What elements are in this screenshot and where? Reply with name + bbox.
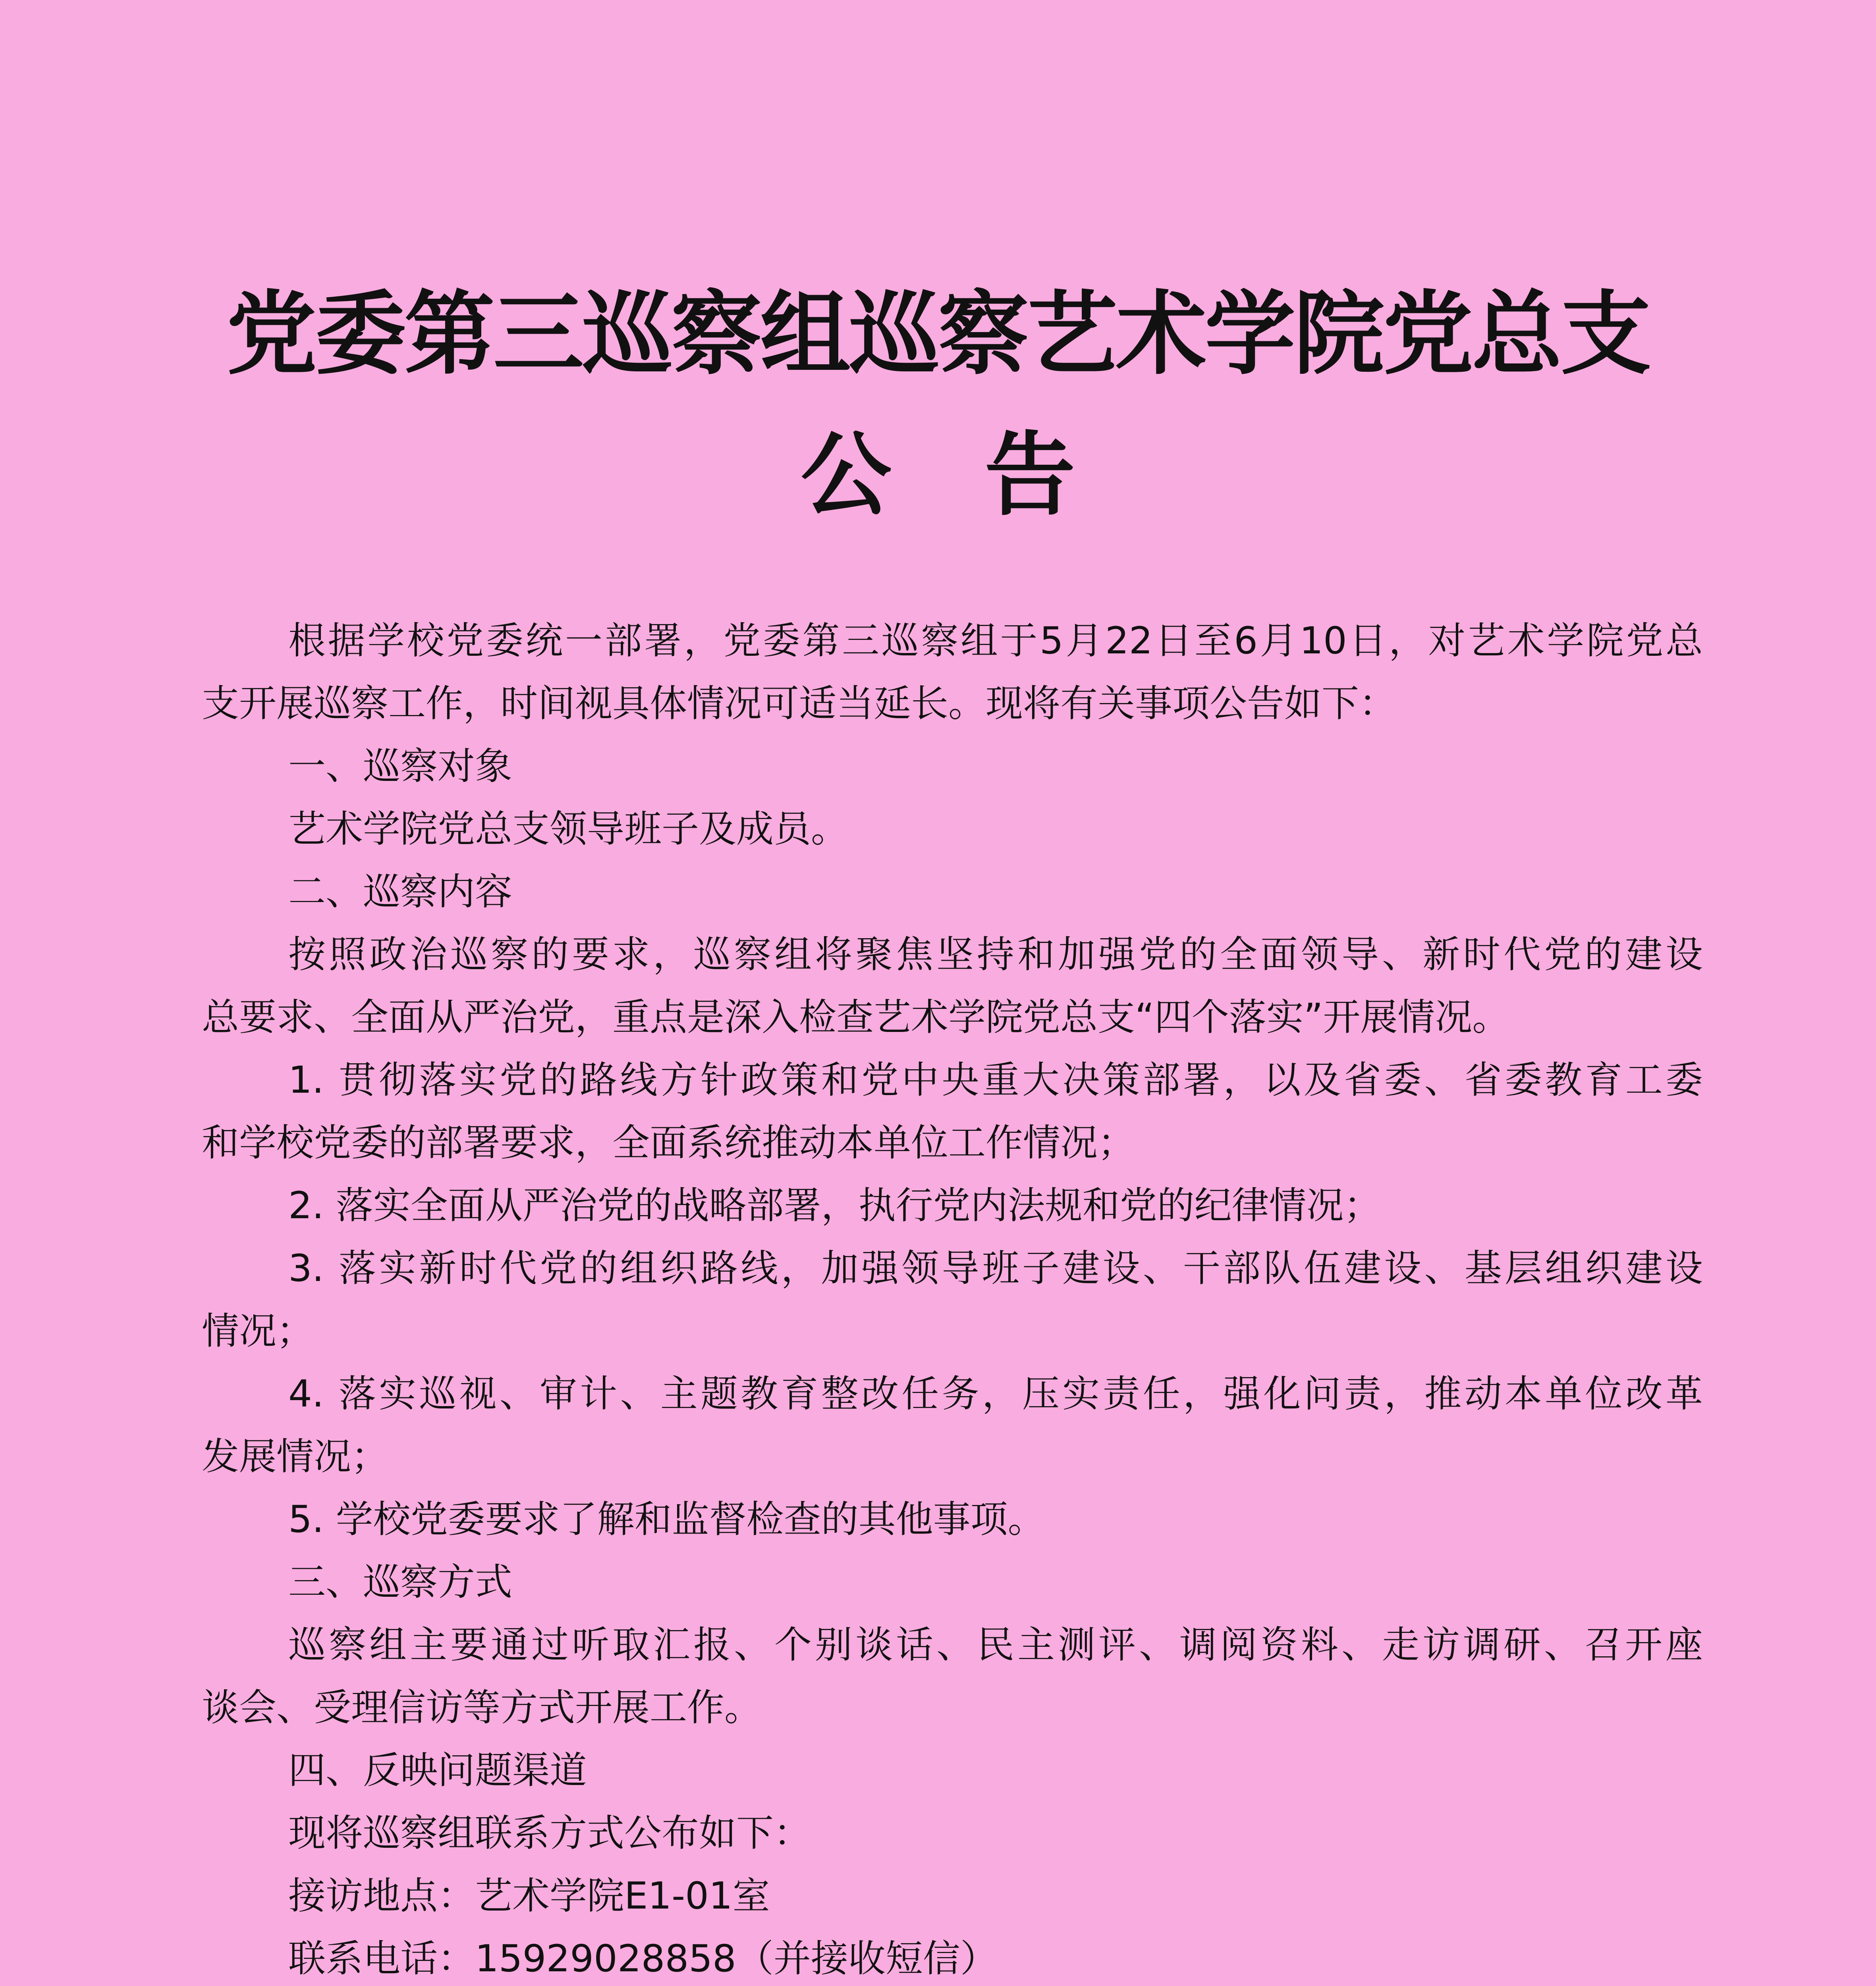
heading-inspection-target: 一、巡察对象	[288, 745, 513, 788]
heading-inspection-method: 三、巡察方式	[288, 1561, 513, 1604]
list-item-2: 2. 落实全面从严治党的战略部署，执行党内法规和党的纪律情况；	[288, 1184, 1381, 1227]
heading-report-channels: 四、反映问题渠道	[288, 1749, 587, 1792]
heading-inspection-content: 二、巡察内容	[288, 870, 513, 914]
title-char-gong: 公	[801, 421, 892, 528]
paragraph-method-line1: 巡察组主要通过听取汇报、个别谈话、民主测评、调阅资料、走访调研、召开座	[288, 1623, 1703, 1667]
title-line-1: 党委第三巡察组巡察艺术学院党总支	[226, 280, 1650, 387]
title-line-2	[0, 415, 1876, 534]
list-item-3-line1: 3. 落实新时代党的组织路线，加强领导班子建设、干部队伍建设、基层组织建设	[288, 1247, 1703, 1290]
contact-location: 接访地点：艺术学院E1-01室	[288, 1874, 770, 1918]
list-item-5: 5. 学校党委要求了解和监督检查的其他事项。	[288, 1498, 1045, 1541]
list-item-3-line2: 情况；	[202, 1310, 314, 1353]
title-char-gao: 告	[984, 421, 1075, 528]
paragraph-content-line1: 按照政治巡察的要求，巡察组将聚焦坚持和加强党的全面领导、新时代党的建设	[288, 933, 1703, 976]
paragraph-intro-line1: 根据学校党委统一部署，党委第三巡察组于5月22日至6月10日，对艺术学院党总	[288, 619, 1703, 663]
list-item-1-line2: 和学校党委的部署要求，全面系统推动本单位工作情况；	[202, 1121, 1135, 1165]
notice-body	[202, 610, 1703, 1986]
list-item-4-line2: 发展情况；	[202, 1435, 389, 1478]
list-item-4-line1: 4. 落实巡视、审计、主题教育整改任务，压实责任，强化问责，推动本单位改革	[288, 1372, 1703, 1416]
notice-title	[0, 274, 1876, 534]
paragraph-intro-line2: 支开展巡察工作，时间视具体情况可适当延长。现将有关事项公告如下：	[202, 682, 1397, 725]
paragraph-method-line2: 谈会、受理信访等方式开展工作。	[202, 1686, 762, 1729]
paragraph-content-line2: 总要求、全面从严治党，重点是深入检查艺术学院党总支“四个落实”开展情况。	[202, 996, 1510, 1039]
paragraph-contact-intro: 现将巡察组联系方式公布如下：	[288, 1812, 811, 1855]
list-item-1-line1: 1. 贯彻落实党的路线方针政策和党中央重大决策部署，以及省委、省委教育工委	[288, 1059, 1703, 1102]
contact-phone: 联系电话：15929028858（并接收短信）	[288, 1937, 998, 1980]
paragraph-inspection-target: 艺术学院党总支领导班子及成员。	[288, 808, 849, 851]
